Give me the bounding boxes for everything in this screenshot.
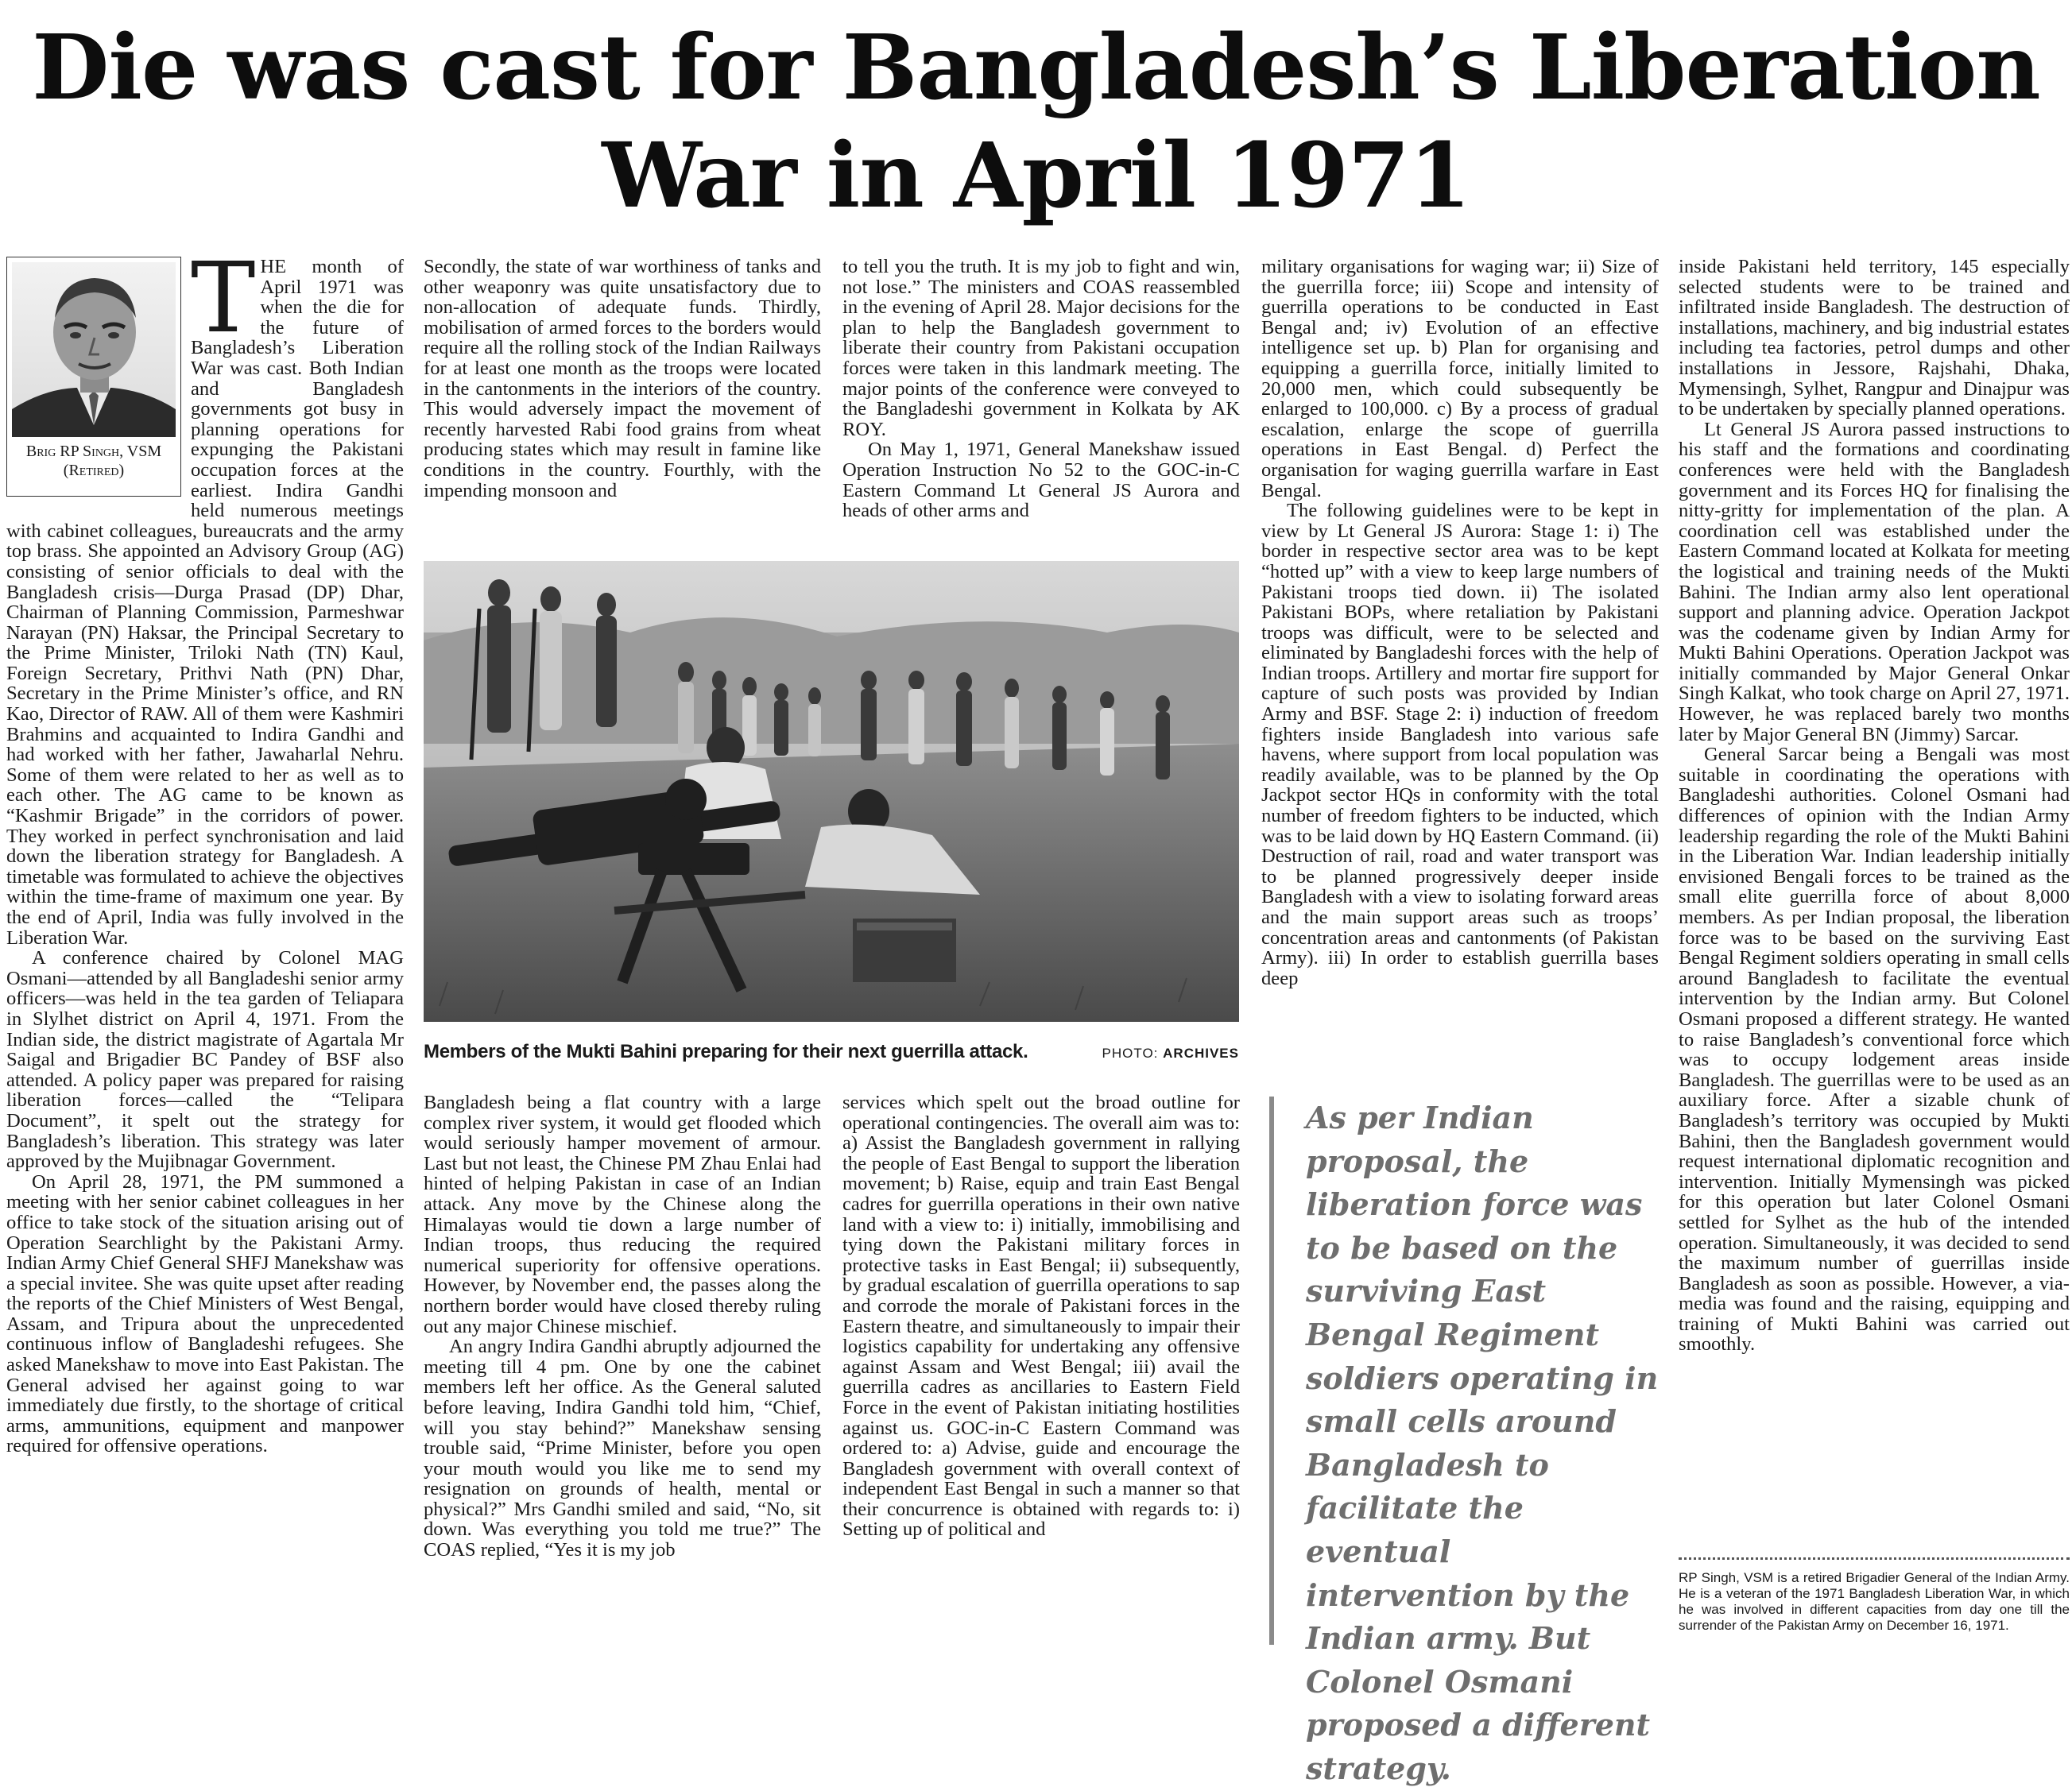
headline-line-1: Die was cast for Bangladesh’s Liberation — [32, 16, 2040, 120]
paragraph: military organisations for waging war; ii) Size of the guerrilla force; iii) Scope and intensity of guerrilla operations to be conducted in East Bengal and; iv) Evolution of an effective intelligence set up. b) Plan for organising and equipping a guerrilla force, initially limited to 20,000 men, which could subsequently be enlarged to 100,000. c) By a process of gradual escalation, enlarge the scope of guerrilla operations in East Bengal. d) Perfect the organisation for waging guerrilla warfare in East Bengal. — [1261, 257, 1659, 501]
guerrilla-photo-illustration — [424, 561, 1239, 1022]
headline-line-2: War in April 1971 — [602, 124, 1470, 228]
author-note: (Retired) — [63, 462, 125, 479]
paragraph: to tell you the truth. It is my job to fight and win, not lose.” The ministers and COAS reassembled in the evening of April 28. Major decisions for the plan to help the Bangladesh government to liberate their country from Pakistani occupation forces were taken in this landmark meeting. The major points of the conference were conveyed to the Bangladeshi government in Kolkata by AK ROY. — [842, 257, 1240, 440]
photo-credit-label: PHOTO: — [1102, 1046, 1159, 1061]
lead-text: HE month of April 1971 was when the die for the future of Bangladesh’s Liberation War was cast. Both Indian and Bangladesh governments got busy in planning operations for expunging the Pakistani occupation forces at the earliest. Indira Gandhi held numerous meetings with cabinet colleagues, bureaucrats and the army top brass. She appointed an Advisory Group (AG) consisting of senior officials to deal with the Bangladesh crisis—Durga Prasad (DP) Dhar, Chairman of Planning Commission, Parmeshwar Narayan (PN) Haksar, the Principal Secretary to the Prime Minister, Triloki Nath (TN) Kaul, Foreign Secretary, Prithvi Nath (PN) Dhar, Secretary in the Prime Minister’s office, and RN Kao, Director of RAW. All of them were Kashmiri Brahmins and acquainted to Indira Gandhi and had worked with her father, Jawaharlal Nehru. Some of them were related to her as well as to each other. The AG came to be known as “Kashmir Brigade” in the corridors of power. They worked in perfect synchronisation and laid down the liberation strategy for Bangladesh. A timetable was formulated to achieve the objectives within the time-frame of maximum one year. By the end of April, India was fully involved in the Liberation War. — [6, 257, 404, 949]
photo-credit — [1102, 1046, 1239, 1062]
author-name: Brig RP Singh, VSM — [25, 443, 162, 460]
article-photo — [424, 561, 1239, 1022]
column-1 — [6, 257, 404, 1655]
paragraph: services which spelt out the broad outline for operational contingencies. The overall aim was to: a) Assist the Bangladesh government in rallying the people of East Bengal to support the liberation movement; b) Raise, equip and train East Bengal cadres for guerrilla operations in their own native land with a view to: i) initially, immobilising and tying down the Pakistani military forces in protective tasks in East Bengal; ii) subsequently, by gradual escalation of guerrilla operations to sap and corrode the morale of Pakistani forces in the Eastern theatre, and simultaneously to impair their logistics capability for undertaking any offensive against Assam and West Bengal; iii) avail the guerrilla cadres as ancillaries to Eastern Field Force in the event of Pakistan initiating hostilities against us. GOC-in-C Eastern Command was ordered to: a) Advise, guide and encourage the Bangladesh government with overall context of independent East Bengal in such a manner so that their concurrence is obtained with regards to: i) Setting up of political and — [842, 1093, 1240, 1541]
paragraph: A conference chaired by Colonel MAG Osmani—attended by all Bangladeshi senior army officers—was held in the tea garden of Teliapara in Slylhet district on April 4, 1971. From the Indian side, the district magistrate of Agartala Mr Saigal and Brigadier BC Pandey of BSF also attended. A policy paper was prepared for raising liberation forces—called the “Telipara Document”, it spelt out the strategy for Bangladesh’s liberation. This strategy was later approved by the Mujibnagar Government. — [6, 947, 404, 1173]
paragraph: Secondly, the state of war worthiness of tanks and other weaponry was quite unsatisfactory due to non-allocation of adequate funds. Thirdly, mobilisation of armed forces to the borders would require all the rolling stock of the Indian Railways for at least one month as the troops were located in the cantonments in the interiors of the country. This would adversely impact the movement of recently harvested Rabi food grains from wheat producing states which may result in famine like conditions in the country. Fourthly, with the impending monsoon and — [424, 257, 821, 501]
author-bio: RP Singh, VSM is a retired Brigadier General of the Indian Army. He is a veteran of the 1971 Bangladesh Liberation War, in which he was involved in different capacities from day one till the surrender of the Pakistan Army on December 16, 1971. — [1679, 1570, 2070, 1633]
column-3-bottom — [842, 1093, 1240, 1653]
paragraph: On April 28, 1971, the PM summoned a meeting with her senior cabinet colleagues in her office to take stock of the situation arising out of Operation Searchlight by the Pakistani Army. Indian Army Chief General SHFJ Manekshaw was a special invitee. She was quite upset after reading the reports of the Chief Ministers of West Bengal, Assam, and Tripura about the unprecedented continuous inflow of Bangladeshi refugees. She asked Manekshaw to move into East Pakistan. The General advised her against going to war immediately due firstly, to the shortage of critical arms, ammunitions, equipment and manpower required for offensive operations. — [6, 1170, 404, 1457]
paragraph: On May 1, 1971, General Manekshaw issued Operation Instruction No 52 to the GOC-in-C Eastern Command Lt General JS Aurora and heads of other arms and — [842, 439, 1240, 522]
paragraph: The following guidelines were to be kept in view by Lt General JS Aurora: Stage 1: i) The border in respective sector area was to be kept “hotted up” with a view to keep large numbers of Pakistani troops tied down. ii) The isolated Pakistani BOPs, where retaliation by Pakistani troops was difficult, were to be selected and eliminated by Bangladeshi forces with the help of Indian troops. Artillery and mortar fire support for capture of such posts was provided by Indian Army and BSF. Stage 2: i) induction of freedom fighters inside Bangladesh into various safe havens, where support from local population was readily available, was to be planned by the Op Jackpot sector HQs in conformity with the total number of freedom fighters to be inducted, which was to be laid down by HQ Eastern Command. (ii) Destruction of rail, road and water transport was to be planned progressively deeper inside Bangladesh with a view to isolating forward areas and the main support areas such as troops’ concentration areas and cantonments (of Pakistan Army). iii) In order to establish guerrilla bases deep — [1261, 500, 1659, 989]
column-2-bottom — [424, 1093, 821, 1653]
paragraph: inside Pakistani held territory, 145 especially selected students were to be trained and infiltrated inside Bangladesh. The destruction of installations, machinery, and big industrial estates including tea factories, petrol dumps and other installations in Jessore, Rajshahi, Dhaka, Mymensingh, Sylhet, Rangpur and Dinajpur was to be undertaken by specially planned operations. — [1679, 257, 2070, 420]
photo-caption: Members of the Mukti Bahini preparing for their next guerrilla attack. — [424, 1041, 1028, 1062]
author-portrait — [12, 262, 176, 437]
pull-quote: As per Indian proposal, the liberation force was to be based on the surviving East Bengal Regiment soldiers operating in small cells around Bangladesh to facilitate the eventual intervention by the Indian army. But Colonel Osmani proposed a different strategy. — [1269, 1097, 1659, 1645]
dotted-divider — [1679, 1557, 2070, 1560]
headline — [0, 14, 2072, 230]
author-box — [6, 257, 181, 497]
paragraph: Bangladesh being a flat country with a large complex river system, it would get flooded which would seriously hamper movement of armour. Last but not least, the Chinese PM Zhau Enlai had hinted of helping Pakistan in case of an Indian attack. Any move by the Chinese along the Himalayas would tie down a large number of Indian troops, thus reducing the required numerical superiority for offensive operations. However, by November end, the passes along the northern border would have closed thereby ruling out any major Chinese mischief. — [424, 1093, 821, 1337]
photo-credit-source: ARCHIVES — [1163, 1046, 1239, 1061]
column-3-top — [842, 257, 1240, 543]
paragraph: An angry Indira Gandhi abruptly adjourned the meeting till 4 pm. One by one the cabinet members left her office. As the General saluted before leaving, Indira Gandhi told him, “Chief, will you stay behind?” Manekshaw sensing trouble said, “Prime Minister, before you open your mouth would you like me to send my resignation on grounds of health, mental or physical?” Mrs Gandhi smiled and said, “No, sit down. Was everything you told me true?” The COAS replied, “Yes it is my job — [424, 1336, 821, 1561]
paragraph: General Sarcar being a Bengali was most suitable in coordinating the operations with Bangladeshi authorities. Colonel Osmani had differences of opinion with the Indian Army leadership regarding the role of the Mukti Bahini in the Liberation War. Indian leadership initially envisioned Bengali forces to be trained as the small elite guerrilla force of about 8,000 members. As per Indian proposal, the liberation force was to be based on the surviving East Bengal Regiment soldiers operating in small cells around Bangladesh to facilitate the eventual intervention by the Indian army. But Colonel Osmani proposed a different strategy. He wanted to raise Bangladesh’s conventional force which was to occupy lodgement areas inside Bangladesh. The guerrillas were to be used as an auxiliary force. After a sizable chunk of Bangladesh’s territory was occupied by Mukti Bahini, then the Bangladesh government would request international diplomatic recognition and intervention. Initially Mymensingh was picked for this operation but later Colonel Osmani settled for Sylhet as the hub of the intended operation. Simultaneously, it was decided to send the maximum number of guerrillas inside Bangladesh as soon as possible. However, a via-media was found and the raising, equipping and training of Mukti Bahini was carried out smoothly. — [1679, 744, 2070, 1356]
column-5 — [1679, 257, 2070, 1528]
drop-cap: T — [191, 257, 256, 354]
column-4 — [1261, 257, 1659, 1087]
column-2-top — [424, 257, 821, 543]
paragraph: Lt General JS Aurora passed instructions to his staff and the formations and coordinating conferences were held with the Bangladesh government and its Forces HQ for finalising the nitty-gritty for implementation of the plan. A coordination cell was established under the Eastern Command located at Kolkata for meeting the logistical and training needs of the Mukti Bahini. The Indian army also lent operational support and planning advice. Operation Jackpot was the codename given by Indian Army for Mukti Bahini Operations. Operation Jackpot was initially commanded by Major General Onkar Singh Kalkat, who took charge on April 27, 1971. However, he was replaced barely two months later by Major General BN (Jimmy) Sarcar. — [1679, 418, 2070, 745]
